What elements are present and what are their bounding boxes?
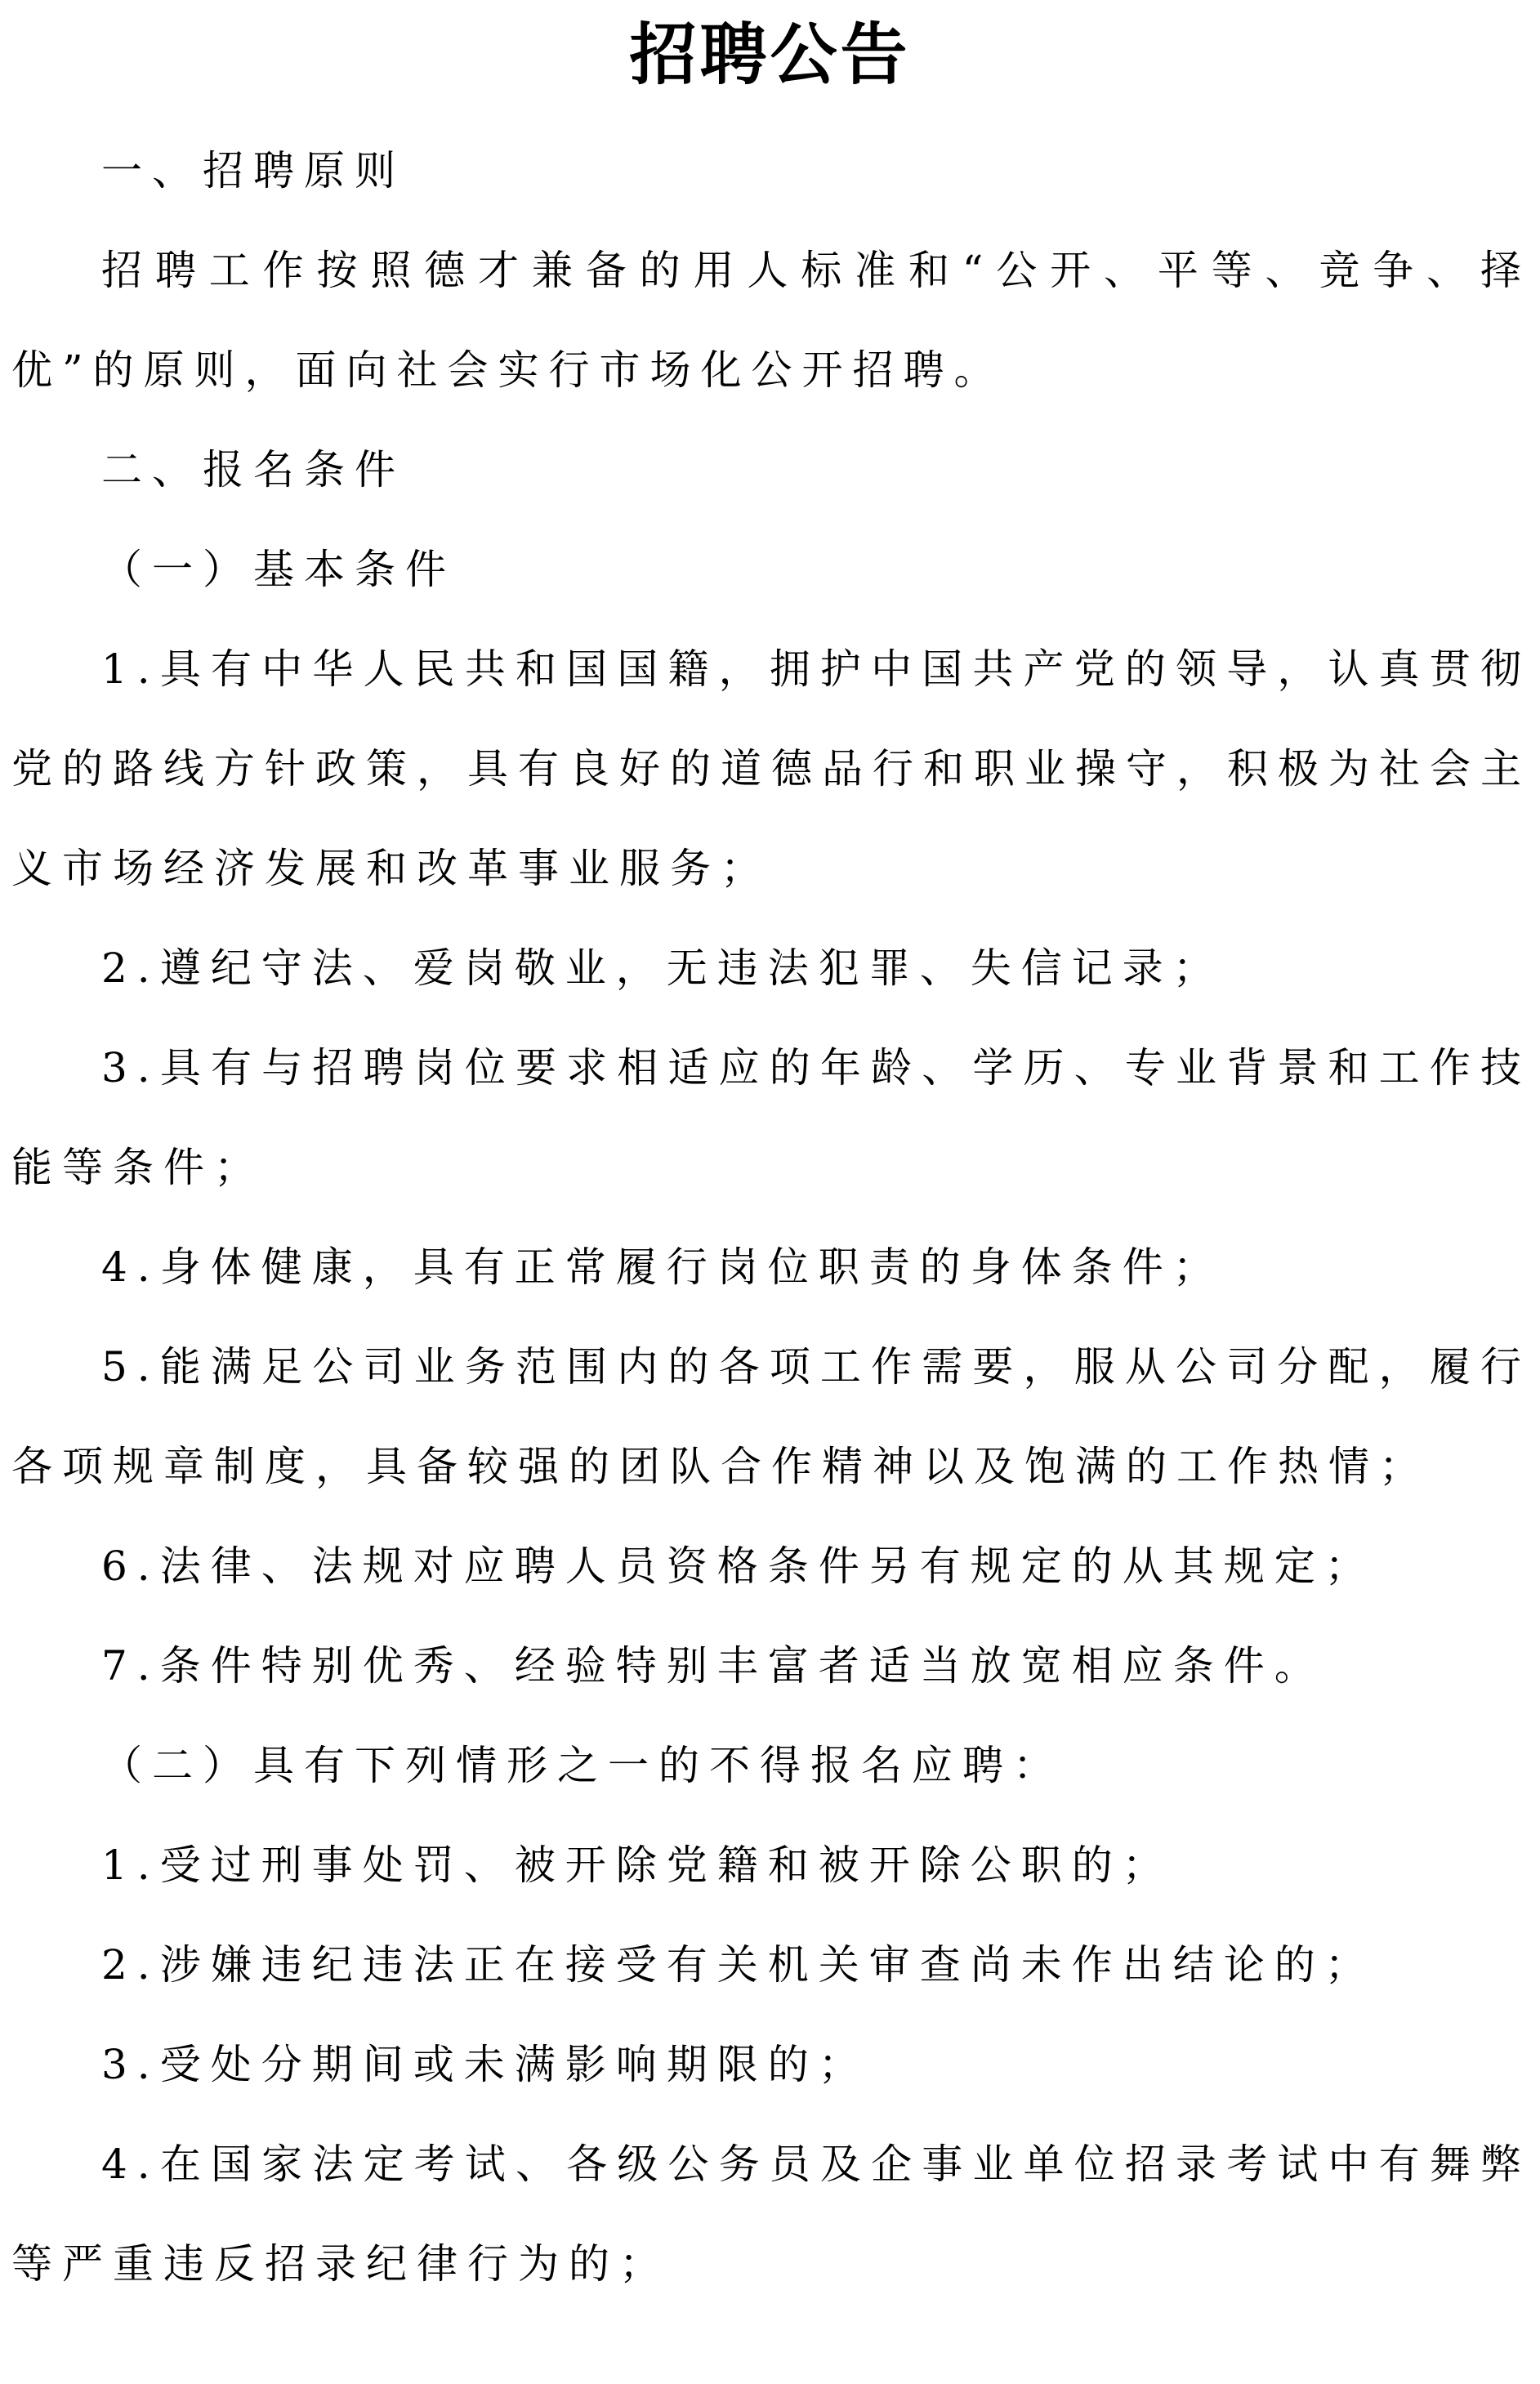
- subsection-heading: （一）基本条件: [101, 546, 456, 593]
- list-item: 3.具有与招聘岗位要求相适应的年龄、学历、专业背景和工作技能等条件；: [11, 1044, 1531, 1191]
- list-item: 3.受处分期间或未满影响期限的；: [101, 2041, 869, 2088]
- list-item: 1.具有中华人民共和国国籍，拥护中国共产党的领导，认真贯彻党的路线方针政策，具有良好的道德品行和职业操守，积极为社会主义市场经济发展和改革事业服务；: [11, 645, 1531, 892]
- list-item: 4.身体健康，具有正常履行岗位职责的身体条件；: [101, 1243, 1224, 1291]
- list-item: 2.遵纪守法、爱岗敬业，无违法犯罪、失信记录；: [101, 944, 1224, 992]
- list-item: 6.法律、法规对应聘人员资格条件另有规定的从其规定；: [101, 1542, 1376, 1590]
- document-body: [11, 121, 1531, 2314]
- list-item: 4.在国家法定考试、各级公务员及企事业单位招录考试中有舞弊等严重违反招录纪律行为的；: [11, 2141, 1531, 2288]
- subsection-heading: （二）具有下列情形之一的不得报名应聘：: [101, 1742, 1064, 1789]
- page-title: 招聘公告: [629, 16, 911, 94]
- list-item: 5.能满足公司业务范围内的各项工作需要，服从公司分配，履行各项规章制度，具备较强的团队合作精神以及饱满的工作热情；: [11, 1343, 1531, 1490]
- list-item: 1.受过刑事处罚、被开除党籍和被开除公职的；: [101, 1842, 1173, 1889]
- list-item: 2.涉嫌违纪违法正在接受有关机关审查尚未作出结论的；: [101, 1941, 1376, 1989]
- paragraph: 招聘工作按照德才兼备的用人标准和“公开、平等、竞争、择优”的原则，面向社会实行市场化公开招聘。: [11, 247, 1531, 394]
- section-heading: 二、报名条件: [101, 446, 405, 493]
- section-heading: 一、招聘原则: [101, 147, 405, 194]
- list-item: 7.条件特别优秀、经验特别丰富者适当放宽相应条件。: [101, 1642, 1325, 1690]
